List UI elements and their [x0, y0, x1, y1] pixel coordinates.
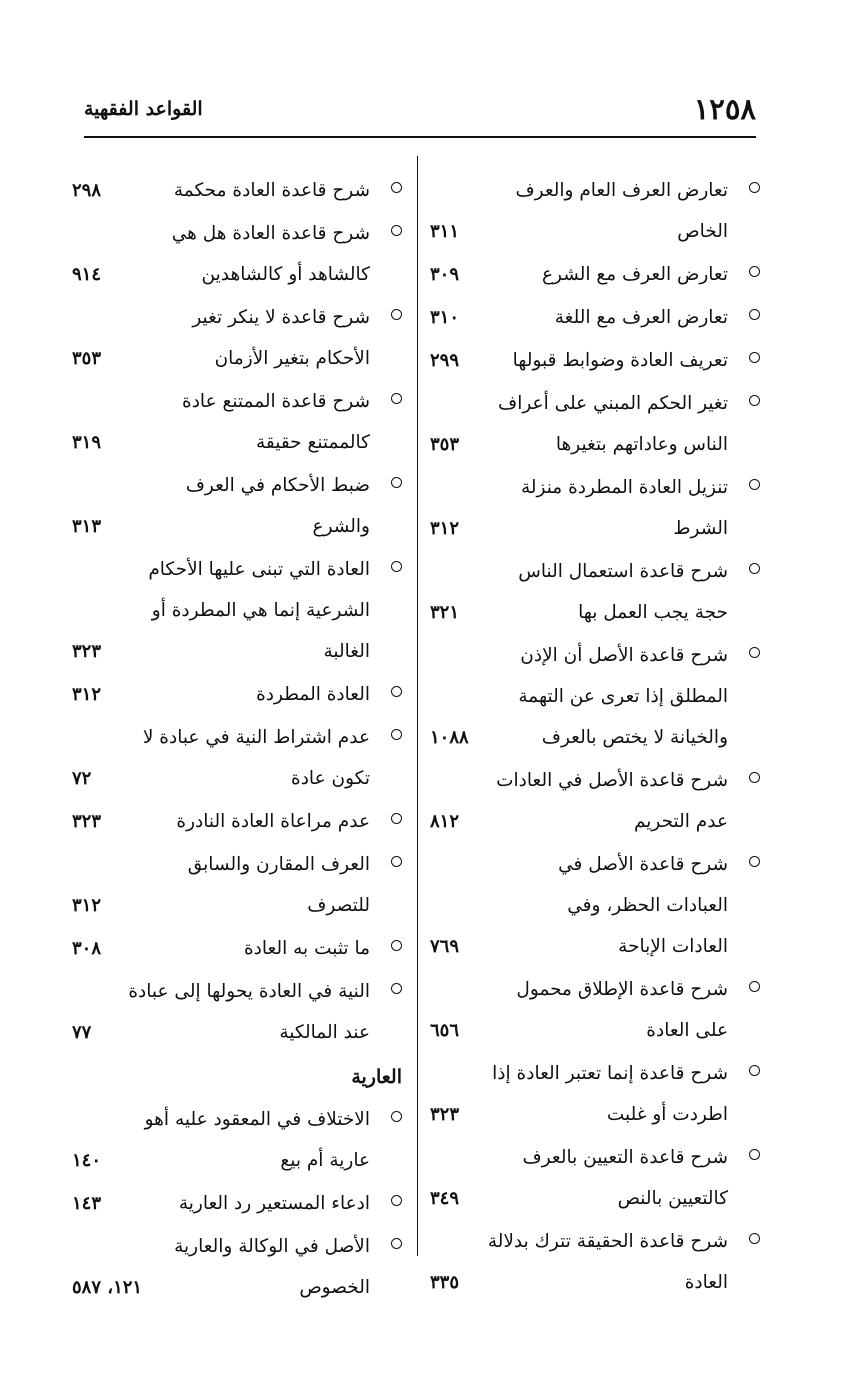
bullet-circle-icon	[749, 182, 760, 193]
bullet-circle-icon	[391, 225, 402, 236]
bullet-circle-icon	[749, 647, 760, 658]
page-number: ١٢٥٨	[693, 92, 756, 126]
index-entry	[72, 465, 402, 547]
page-reference: ٣٢٣	[72, 641, 102, 662]
entry-line	[72, 801, 402, 842]
page-reference: ٧٧	[72, 1022, 92, 1043]
bullet-circle-icon	[749, 772, 760, 783]
entry-text: شرح قاعدة العادة محكمة	[173, 180, 370, 201]
entry-text: الخاص	[677, 221, 728, 242]
page-reference: ٣٠٩	[430, 264, 460, 285]
entry-line	[72, 1183, 402, 1224]
index-entry	[430, 1221, 760, 1303]
entry-line	[430, 1262, 760, 1303]
page-reference: ٣١٢	[72, 684, 102, 705]
page-reference: ٣٢٣	[72, 811, 102, 832]
index-entry	[72, 801, 402, 842]
index-entry	[72, 928, 402, 969]
entry-text: الأحكام بتغير الأزمان	[214, 348, 370, 369]
entry-line	[430, 383, 760, 424]
entry-text: العادة التي تبنى عليها الأحكام	[148, 559, 370, 580]
entry-line	[430, 467, 760, 508]
bullet-circle-icon	[391, 729, 402, 740]
entry-text: العادات الإباحة	[618, 936, 728, 957]
page-reference: ٣١٩	[72, 432, 102, 453]
entry-line	[430, 885, 760, 926]
entry-text: المطلق إذا تعرى عن التهمة	[518, 686, 728, 707]
bullet-circle-icon	[749, 395, 760, 406]
bullet-circle-icon	[391, 477, 402, 488]
page-reference: ٩١٤	[72, 264, 102, 285]
entry-line	[430, 1053, 760, 1094]
entry-line	[72, 1140, 402, 1181]
book-title: القواعد الفقهية	[84, 98, 203, 120]
entry-line	[72, 928, 402, 969]
page-reference: ١٤٠	[72, 1150, 102, 1171]
index-entry	[430, 170, 760, 252]
entry-text: عدم اشتراط النية في عبادة لا	[142, 727, 370, 748]
entry-text: العادة	[684, 1272, 728, 1293]
index-entry	[72, 381, 402, 463]
page-reference: ١٢١، ٥٨٧	[72, 1277, 143, 1298]
entry-line	[430, 717, 760, 758]
entry-text: والشرع	[312, 516, 370, 537]
entry-text: شرح قاعدة الأصل في	[558, 854, 728, 875]
page-reference: ٣١٢	[430, 518, 460, 539]
index-entry	[430, 383, 760, 465]
entry-line	[72, 506, 402, 547]
index-entry	[430, 1053, 760, 1135]
entry-text: كالممتنع حقيقة	[255, 432, 370, 453]
entry-line	[72, 422, 402, 463]
entry-text: شرح قاعدة العادة هل هي	[171, 223, 370, 244]
entry-text: عارية أم بيع	[280, 1150, 370, 1171]
entry-text: الخصوص	[299, 1277, 370, 1298]
bullet-circle-icon	[749, 1149, 760, 1160]
entry-text: العادة المطردة	[256, 684, 370, 705]
entry-line	[430, 926, 760, 967]
page-reference: ٣٠٨	[72, 938, 102, 959]
column-divider	[417, 156, 418, 1256]
entry-line	[430, 969, 760, 1010]
page-reference: ٣١١	[430, 221, 460, 242]
page-reference: ٧٢	[72, 768, 92, 789]
page-reference: ٣٢١	[430, 602, 460, 623]
entry-line	[430, 635, 760, 676]
page-reference: ٣١٠	[430, 307, 460, 328]
bullet-circle-icon	[391, 309, 402, 320]
entry-line	[72, 758, 402, 799]
index-entry	[72, 674, 402, 715]
index-entry	[72, 297, 402, 379]
entry-text: للتصرف	[307, 895, 370, 916]
entry-line	[72, 844, 402, 885]
entry-line	[430, 1010, 760, 1051]
entry-text: عند المالكية	[279, 1022, 370, 1043]
entry-line	[72, 170, 402, 211]
entry-line	[72, 590, 402, 631]
entry-text: ادعاء المستعير رد العارية	[178, 1193, 370, 1214]
entry-line	[430, 676, 760, 717]
bullet-circle-icon	[391, 940, 402, 951]
bullet-circle-icon	[749, 352, 760, 363]
entry-text: الغالبة	[323, 641, 370, 662]
entry-text: شرح قاعدة الحقيقة تترك بدلالة	[487, 1231, 728, 1252]
entry-line	[430, 801, 760, 842]
section-heading: العارية	[351, 1066, 402, 1088]
entry-text: كالشاهد أو كالشاهدين	[201, 264, 370, 285]
page-reference: ٨١٢	[430, 811, 460, 832]
bullet-circle-icon	[749, 479, 760, 490]
entry-line	[72, 717, 402, 758]
page-reference: ٣١٢	[72, 895, 102, 916]
entry-text: على العادة	[646, 1020, 728, 1041]
page-reference: ١٤٣	[72, 1193, 102, 1214]
entry-text: الاختلاف في المعقود عليه أهو	[144, 1109, 370, 1130]
entry-text: الشرعية إنما هي المطردة أو	[151, 600, 370, 621]
page-reference: ٦٥٦	[430, 1020, 460, 1041]
entry-text: شرح قاعدة استعمال الناس	[518, 561, 728, 582]
entry-line	[430, 1221, 760, 1262]
index-entry	[430, 551, 760, 633]
entry-text: الناس وعاداتهم بتغيرها	[555, 434, 728, 455]
entry-text: شرح قاعدة الأصل في العادات	[496, 770, 728, 791]
bullet-circle-icon	[391, 1195, 402, 1206]
bullet-circle-icon	[749, 563, 760, 574]
entry-text: تغير الحكم المبني على أعراف	[498, 393, 728, 414]
entry-text: عدم مراعاة العادة النادرة	[176, 811, 370, 832]
index-entry	[72, 1099, 402, 1181]
page-reference: ١٠٨٨	[430, 727, 469, 748]
index-column-right	[430, 170, 760, 1305]
index-entry	[72, 1226, 402, 1308]
bullet-circle-icon	[391, 856, 402, 867]
entry-text: عدم التحريم	[633, 811, 728, 832]
page-header	[84, 92, 756, 138]
entry-text: تعارض العرف مع الشرع	[541, 264, 728, 285]
index-column-left	[72, 170, 402, 1310]
index-entry	[72, 971, 402, 1053]
entry-line	[72, 885, 402, 926]
index-entry	[430, 844, 760, 967]
entry-text: شرح قاعدة الممتنع عادة	[182, 391, 370, 412]
index-entry	[430, 340, 760, 381]
index-entry	[72, 170, 402, 211]
bullet-circle-icon	[749, 981, 760, 992]
entry-text: تعارض العرف مع اللغة	[554, 307, 728, 328]
entry-line	[72, 631, 402, 672]
entry-line	[430, 508, 760, 549]
bullet-circle-icon	[391, 1238, 402, 1249]
bullet-circle-icon	[391, 813, 402, 824]
index-entry	[430, 1137, 760, 1219]
bullet-circle-icon	[391, 983, 402, 994]
entry-line	[72, 254, 402, 295]
entry-text: شرح قاعدة الأصل أن الإذن	[520, 645, 728, 666]
entry-line	[430, 170, 760, 211]
entry-text: العرف المقارن والسابق	[187, 854, 370, 875]
entry-text: تنزيل العادة المطردة منزلة	[520, 477, 728, 498]
entry-text: تكون عادة	[291, 768, 370, 789]
entry-text: تعريف العادة وضوابط قبولها	[512, 350, 728, 371]
entry-text: شرح قاعدة لا ينكر تغير	[192, 307, 370, 328]
entry-text: اطردت أو غلبت	[606, 1104, 728, 1125]
entry-line	[72, 1267, 402, 1308]
entry-line	[430, 592, 760, 633]
page-reference: ٣٤٩	[430, 1188, 460, 1209]
page-reference: ٣٢٣	[430, 1104, 460, 1125]
bullet-circle-icon	[391, 561, 402, 572]
bullet-circle-icon	[749, 1233, 760, 1244]
page-reference: ٧٦٩	[430, 936, 460, 957]
entry-line	[430, 760, 760, 801]
page-reference: ٣٥٣	[72, 348, 102, 369]
bullet-circle-icon	[391, 182, 402, 193]
page-reference: ٢٩٩	[430, 350, 460, 371]
entry-line	[430, 1094, 760, 1135]
entry-line	[430, 340, 760, 381]
bullet-circle-icon	[749, 309, 760, 320]
index-entry	[430, 467, 760, 549]
entry-line	[72, 465, 402, 506]
index-entry	[430, 635, 760, 758]
entry-text: الشرط	[673, 518, 728, 539]
entry-line	[72, 1226, 402, 1267]
entry-text: تعارض العرف العام والعرف	[515, 180, 728, 201]
bullet-circle-icon	[749, 856, 760, 867]
entry-text: كالتعيين بالنص	[617, 1188, 728, 1209]
page-reference: ٢٩٨	[72, 180, 102, 201]
index-entry	[430, 254, 760, 295]
index-entry	[72, 717, 402, 799]
entry-text: العبادات الحظر، وفي	[567, 895, 728, 916]
bullet-circle-icon	[749, 266, 760, 277]
index-entry	[72, 844, 402, 926]
entry-text: ما تثبت به العادة	[243, 938, 370, 959]
entry-text: ضبط الأحكام في العرف	[185, 475, 370, 496]
entry-line	[72, 213, 402, 254]
entry-line	[430, 844, 760, 885]
entry-text: شرح قاعدة الإطلاق محمول	[516, 979, 728, 1000]
entry-line	[430, 254, 760, 295]
entry-line	[430, 424, 760, 465]
bullet-circle-icon	[391, 686, 402, 697]
page-reference: ٣٥٣	[430, 434, 460, 455]
index-entry	[72, 1183, 402, 1224]
entry-text: شرح قاعدة التعيين بالعرف	[522, 1147, 728, 1168]
page-reference: ٣١٣	[72, 516, 102, 537]
index-entry	[72, 549, 402, 672]
entry-line	[72, 971, 402, 1012]
entry-line	[72, 1099, 402, 1140]
entry-text: الأصل في الوكالة والعارية	[174, 1236, 370, 1257]
entry-text: شرح قاعدة إنما تعتبر العادة إذا	[492, 1063, 728, 1084]
entry-line	[430, 1137, 760, 1178]
entry-line	[72, 1012, 402, 1053]
entry-line	[430, 1178, 760, 1219]
entry-line	[430, 211, 760, 252]
entry-line	[72, 549, 402, 590]
entry-text: والخيانة لا يختص بالعرف	[541, 727, 728, 748]
entry-line	[72, 338, 402, 379]
entry-text: النية في العادة يحولها إلى عبادة	[128, 981, 370, 1002]
index-entry	[430, 969, 760, 1051]
index-entry	[430, 760, 760, 842]
entry-line	[72, 381, 402, 422]
bullet-circle-icon	[391, 393, 402, 404]
index-entry	[72, 213, 402, 295]
index-entry	[430, 297, 760, 338]
bullet-circle-icon	[749, 1065, 760, 1076]
page-reference: ٣٣٥	[430, 1272, 460, 1293]
entry-text: حجة يجب العمل بها	[578, 602, 728, 623]
bullet-circle-icon	[391, 1111, 402, 1122]
entry-line	[430, 551, 760, 592]
entry-line	[72, 674, 402, 715]
entry-line	[72, 297, 402, 338]
entry-line	[430, 297, 760, 338]
